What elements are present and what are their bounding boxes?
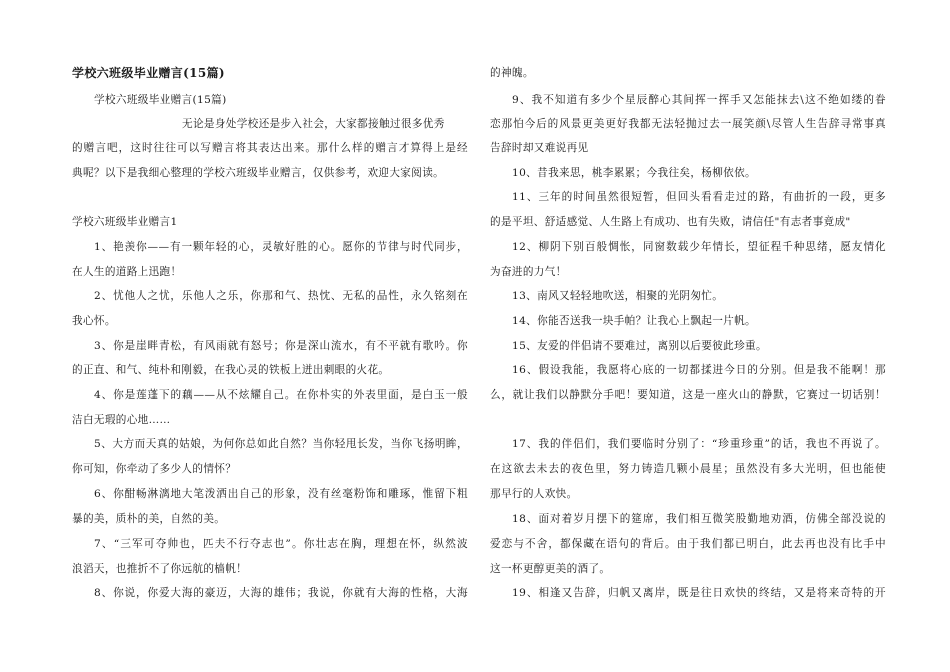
body-line: 在这欲去未去的夜色里，努力铸造几颗小晨星；虽然没有多大光明，但也能使 <box>490 463 886 475</box>
intro-line: 的赠言吧，这时往往可以写赠言将其表达出来。那什么样的赠言才算得上是经 <box>72 142 468 154</box>
body-line: 3、你是崖畔青松，有风雨就有怒号；你是深山流水，有不平就有歌吟。你 <box>94 340 468 352</box>
body-line: 11、三年的时间虽然很短暂，但回头看看走过的路，有曲折的一段，更多 <box>512 191 886 203</box>
intro-line: 典呢？以下是我细心整理的学校六班级毕业赠言，仅供参考，欢迎大家阅读。 <box>72 167 445 179</box>
body-line: 15、友爱的伴侣请不要难过，离别以后要彼此珍重。 <box>512 340 767 352</box>
body-line: 为奋进的力气！ <box>490 266 567 278</box>
body-line: 16、假设我能，我愿将心底的一切都揉进今日的分别。但是我不能啊！那 <box>512 364 886 376</box>
body-line: 我心怀。 <box>72 315 116 327</box>
body-line: 13、南风又轻轻地吹送，相聚的光阴匆忙。 <box>512 290 724 302</box>
body-line: 5、大方而天真的姑娘，为何你总如此自然？当你轻甩长发，当你飞扬明眸， <box>94 438 468 450</box>
body-line: 洁白无瑕的心地…… <box>72 414 171 426</box>
body-line: 爱恋与不舍，都保藏在语句的背后。由于我们都已明白，此去再也没有比手中 <box>490 538 886 550</box>
body-line: 17、我的伴侣们，我们要临时分别了：“珍重珍重”的话，我也不再说了。 <box>512 438 886 450</box>
body-line: 12、柳阴下别百般惆怅，同窗数载少年情长，望征程千种思绪，愿友情化 <box>512 241 886 253</box>
body-line: 的是平坦、舒适感觉、人生路上有成功、也有失败，请信任"有志者事竟成" <box>490 216 851 228</box>
body-line: 2、忧他人之忧，乐他人之乐，你那和气、热忱、无私的品性，永久铭刻在 <box>94 290 468 302</box>
body-line: 那早行的人欢快。 <box>490 488 578 500</box>
document-subtitle: 学校六班级毕业赠言(15篇) <box>94 94 227 106</box>
body-line: 10、昔我来思，桃李累累；今我往矣，杨柳依依。 <box>512 167 756 179</box>
body-line: 19、相逢又告辞，归帆又离岸，既是往日欢快的终结，又是将来奇特的开 <box>512 587 886 599</box>
body-line: 1、艳羡你——有一颗年轻的心，灵敏好胜的心。愿你的节律与时代同步， <box>94 241 468 253</box>
body-line: 6、你酣畅淋漓地大笔泼洒出自己的形象，没有丝毫粉饰和雕琢，惟留下粗 <box>94 488 468 500</box>
body-line: 暴的美，质朴的美，自然的美。 <box>72 513 226 525</box>
body-line: 9、我不知道有多少个星辰醉心其间挥一挥手又怎能抹去\这不绝如缕的眷 <box>512 94 886 106</box>
document-title: 学校六班级毕业赠言(15篇) <box>72 66 225 80</box>
intro-line: 无论是身处学校还是步入社会，大家都接触过很多优秀 <box>182 118 445 130</box>
body-line: 的正直、和气、纯朴和刚毅，在我心灵的铁板上迸出刺眼的火花。 <box>72 364 390 376</box>
body-line: 这一杯更醇更美的酒了。 <box>490 563 611 575</box>
body-line: 么，就让我们以静默分手吧！要知道，这是一座火山的静默，它赛过一切话别！ <box>490 389 886 401</box>
body-line: 告辞时却又难说再见 <box>490 142 589 154</box>
body-line: 8、你说，你爱大海的豪迈，大海的雄伟；我说，你就有大海的性格，大海 <box>94 587 468 599</box>
body-line: 恋那怕今后的风景更美更好我都无法轻抛过去一展笑颜\尽管人生告辞寻常事真 <box>490 118 886 130</box>
body-line: 4、你是莲蓬下的藕——从不炫耀自己。在你朴实的外表里面，是白玉一般 <box>94 389 468 401</box>
body-line: 在人生的道路上迅跑！ <box>72 266 182 278</box>
body-line: 浪滔天，也推折不了你远航的樯帆！ <box>72 563 248 575</box>
body-line: 14、你能否送我一块手帕？让我心上飘起一片帆。 <box>512 315 756 327</box>
body-line: 你可知，你牵动了多少人的情怀？ <box>72 463 237 475</box>
body-line: 18、面对着岁月摆下的筵席，我们相互微笑股勤地劝酒，仿佛全部没说的 <box>512 513 886 525</box>
section-heading: 学校六班级毕业赠言1 <box>72 216 178 228</box>
body-line: 7、“三军可夺帅也，匹夫不行夺志也”。你壮志在胸，理想在怀，纵然波 <box>94 538 468 550</box>
body-line: 的神魄。 <box>490 67 534 79</box>
